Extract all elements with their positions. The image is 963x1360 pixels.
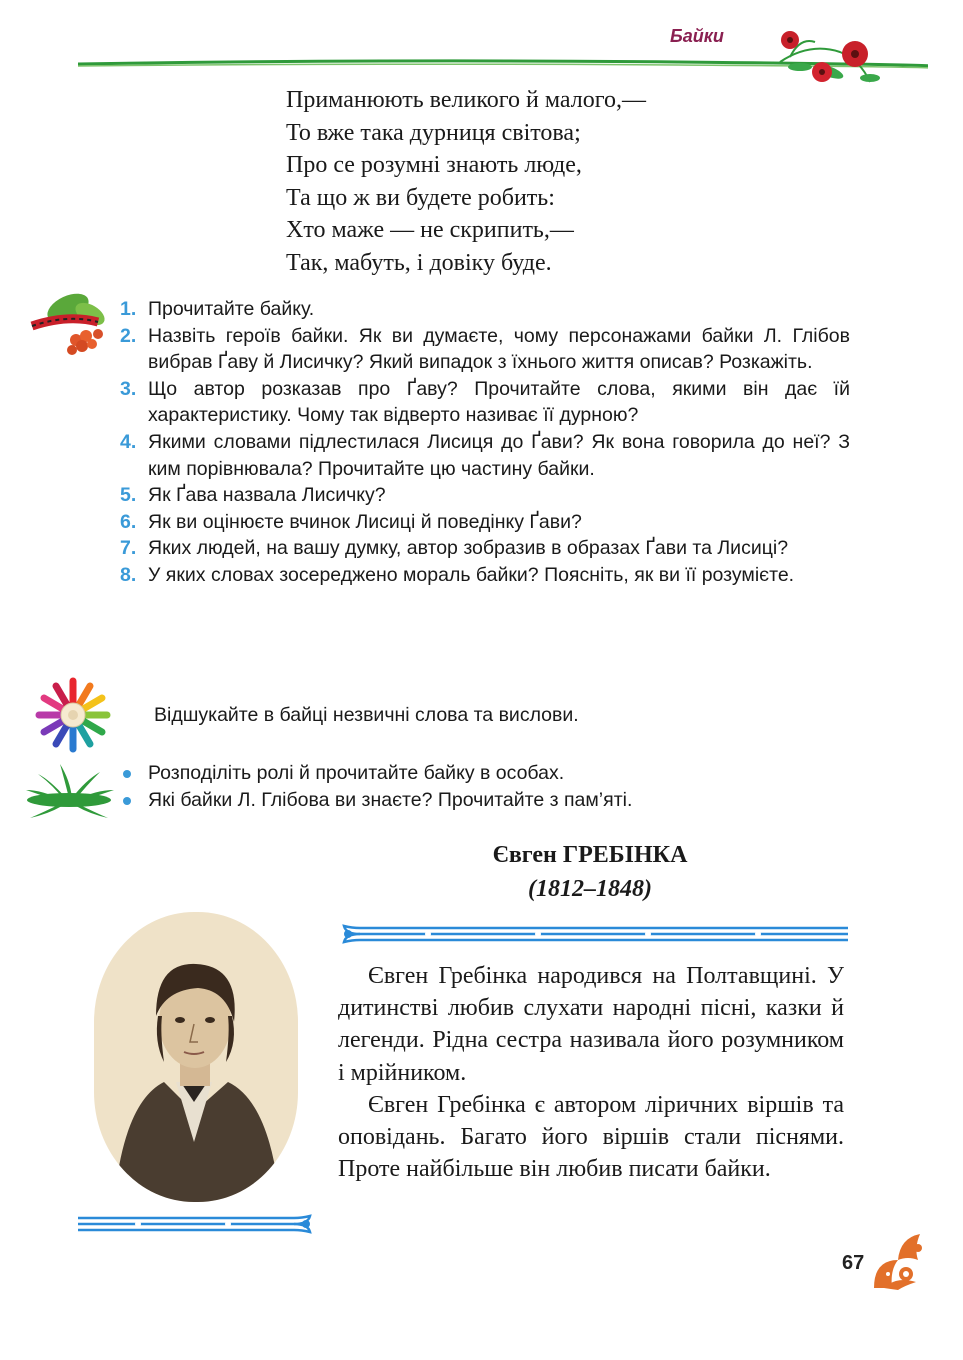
poem-line: Хто маже — не скрипить,— [286,217,574,243]
question-text: Що автор розказав про Ґаву? Прочитайте слова, якими він дає їй характеристику. Чому так відверто називає її дурною? [148,377,850,427]
question-item [120,482,850,509]
question-text: У яких словах зосереджено мораль байки? Поясніть, як ви її розумієте. [148,563,795,586]
poem-excerpt [286,84,646,279]
question-text: Назвіть героїв байки. Як ви думаєте, чому персонажами байки Л. Глібов вибрав Ґаву й Лисичку? Який випадок з їхнього життя описав? Розкажіть. [148,324,850,374]
viburnum-icon [28,292,112,358]
poem-line: То вже така дурниця світова; [286,119,581,146]
question-item [120,509,850,536]
question-item [120,323,850,376]
bullet-text: Розподіліть ролі й прочитайте байку в особах. [148,762,565,784]
poem-line: Приманюють великого й малого,— [286,87,646,113]
author-dates: (1812–1848) [528,876,652,902]
question-item [120,376,850,429]
question-number: 8. [120,563,137,586]
bullet-list [120,760,632,814]
grass-icon [20,760,118,820]
poem-line: Та що ж ви будете робить: [286,184,555,211]
corner-ornament-icon [870,1230,926,1290]
question-item [120,562,850,589]
question-number: 5. [120,484,137,507]
author-name: Євген ГРЕБІНКА [492,842,688,868]
question-list [120,296,850,589]
question-item [120,296,850,323]
section-title: Байки [670,26,724,46]
bullet-dot [123,770,131,778]
question-number: 1. [120,298,137,320]
question-number: 7. [120,537,137,560]
question-number: 2. [120,324,137,347]
question-item [120,535,850,562]
task-find-words: Відшукайте в байці незвичні слова та вислови. [154,704,579,726]
question-item [120,429,850,482]
poem-line: Про се розумні знають люде, [286,152,582,178]
question-text: Якими словами підлестилася Лисиця до Ґави? Як вона говорила до неї? З ким порівнювала? Прочитайте цю частину байки. [148,430,850,480]
question-number: 6. [120,510,137,533]
bio-paragraph: Євген Гребінка є автором ліричних віршів та оповідань. Багато його віршів стали піснями. Проте найбільше він любив писати байки. [338,1091,844,1183]
bullet-item [120,760,632,787]
question-number: 4. [120,430,137,453]
poem-line: Так, мабуть, і довіку буде. [286,249,552,276]
flowers-icon [770,22,890,92]
bullet-text: Які байки Л. Глібова ви знаєте? Прочитайте з пам’яті. [148,789,633,811]
ornament-divider [78,1208,316,1240]
bio-paragraph: Євген Гребінка народився на Полтавщині. У дитинстві любив слухати народні пісні, казки й легенди. Рідна сестра називала його розумником і мрійником. [338,963,844,1086]
bullet-dot [123,797,131,805]
pencils-icon [34,676,112,754]
question-text: Як Ґава назвала Лисичку? [148,484,386,507]
question-text: Як ви оцінюєте вчинок Лисиці й поведінку Ґави? [148,510,582,533]
question-text: Яких людей, на вашу думку, автор зобразив в образах Ґави та Лисиці? [148,537,789,560]
author-biography [338,960,844,1185]
question-text: Прочитайте байку. [148,298,315,320]
ornament-divider [338,918,848,950]
author-portrait [94,912,298,1202]
bullet-item [120,787,632,814]
question-number: 3. [120,377,137,400]
page-number: 67 [842,1252,865,1274]
